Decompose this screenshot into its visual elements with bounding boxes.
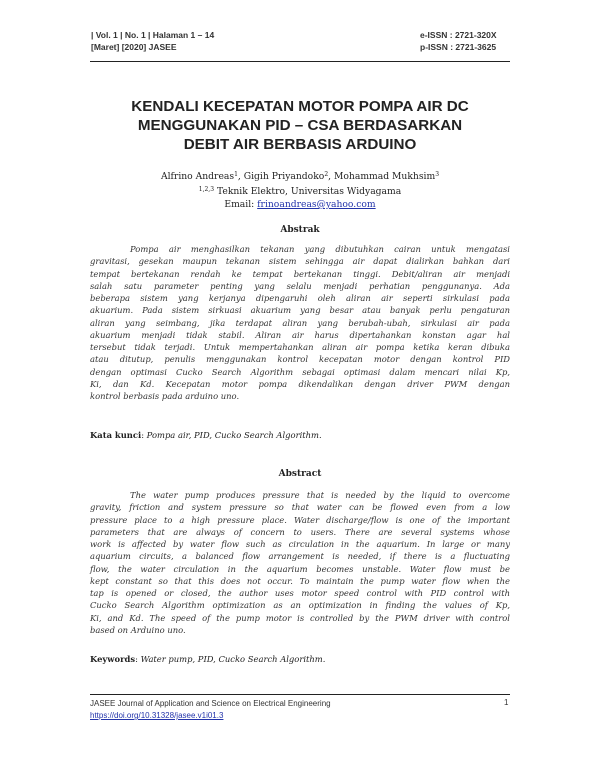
affiliation [60, 183, 540, 198]
author-1: Alfrino Andreas [160, 171, 235, 182]
abstract-heading: Abstract [278, 469, 322, 479]
email-label: Email: [224, 199, 258, 210]
abstract-line: Cucko Search Algorithm optimization as an optimization in finding the values of Kp, [90, 600, 510, 611]
keywords-text: Water pump, PID, Cucko Search Algorithm. [140, 654, 326, 664]
abstrak-line: salah satu parameter penting yang selalu menjadi perhatian penggunanya. Ada [90, 280, 510, 291]
doi-link[interactable]: https://doi.org/10.31328/jasee.v1i01.3 [90, 711, 224, 720]
abstract-line: based on Arduino uno. [90, 624, 186, 635]
abstrak-line: akuarium. Pada sistem sirkuasi akuarium yang besar atau banyak perlu pengaturan [90, 305, 510, 316]
abstrak-line: tersebut tidak terjadi. Untuk mempertahankan aliran air pompa ketika keran dibuka [90, 342, 510, 352]
kata-kunci [90, 430, 510, 440]
keywords [90, 654, 510, 664]
email-line [60, 198, 540, 211]
p-issn: p-ISSN : 2721-3625 [420, 42, 497, 52]
author-2-sup: 2 [324, 171, 329, 178]
keywords-label: Keywords [90, 654, 136, 664]
abstract-line: kept constant so that this does not occur. To maintain the pump water flow when the [90, 575, 510, 586]
affiliation-sup: 1,2,3 [198, 186, 215, 193]
abstrak-line: Ki, dan Kd. Kecepatan motor pompa dikendalikan dengan driver PWM dengan [90, 378, 510, 389]
author-block [60, 168, 540, 211]
header-rule [90, 61, 510, 62]
abstrak-line: atau ditutup, penulis menggunakan kontrol kecepatan motor dengan kontrol PID [90, 354, 510, 365]
issn-info [420, 29, 497, 53]
abstrak-body [90, 243, 510, 402]
abstrak-line: tempat bertekanan rendah ke tempat bertekanan tinggi. Debit/aliran air menjadi [90, 268, 510, 279]
e-issn: e-ISSN : 2721-320X [420, 30, 497, 40]
abstrak-line: kontrol berbasis pada arduino uno. [90, 391, 240, 401]
affiliation-text: Teknik Elektro, Universitas Widyagama [214, 186, 402, 197]
abstrak-line: Pompa air menghasilkan tekanan yang dibutuhkan cairan untuk mengatasi [130, 244, 510, 254]
author-2: , Gigih Priyandoko [237, 171, 325, 182]
paper-title [60, 97, 540, 154]
abstract-line: tap is opened or closed, the author uses motor speed control with PID control with [90, 588, 510, 598]
abstrak-line: beberapa sistem yang kerjanya dipengaruhi oleh aliran air seperti sirkulasi pada [90, 293, 510, 303]
kata-kunci-sep: : [141, 430, 147, 440]
abstrak-line: akuarium menjadi tidak stabil. Aliran air harus dipertahankan konstan agar hal [90, 329, 510, 340]
footer [90, 698, 331, 722]
abstract-line: pressure place to a high pressure place. Water discharge/flow is one of the important [90, 514, 510, 525]
abstrak-line: aliran yang seimbang, jika terdapat aliran yang berubah-ubah, sirkulasi air pada [90, 317, 510, 328]
kata-kunci-label: Kata kunci [90, 430, 142, 440]
title-line-3: DEBIT AIR BERBASIS ARDUINO [183, 136, 417, 153]
abstract-line: aquarium circuits, a balanced flow arrangement is needed, if there is a fluctuating [90, 551, 510, 562]
kata-kunci-text: Pompa air, PID, Cucko Search Algorithm. [146, 430, 322, 440]
abstract-line: The water pump produces pressure that is needed by the liquid to overcome [130, 490, 510, 500]
issue-volume: | Vol. 1 | No. 1 | Halaman 1 – 14 [91, 30, 215, 40]
footer-rule [90, 694, 510, 695]
title-line-1: KENDALI KECEPATAN MOTOR POMPA AIR DC [131, 98, 469, 115]
author-3: , Mohammad Mukhsim [328, 171, 436, 182]
page-number: 1 [504, 698, 509, 707]
abstract-line: work is affected by water flow such as circulation in the aquarium. In large or many [90, 539, 510, 549]
issue-date: [Maret] [2020] JASEE [91, 42, 177, 52]
author-names [60, 168, 540, 183]
journal-issue-info [91, 29, 214, 53]
author-1-sup: 1 [234, 171, 238, 178]
abstrak-line: dengan optimasi Cucko Search Algorithm sebagai optimasi dalam mencari nilai Kp, [90, 366, 510, 377]
author-3-sup: 3 [435, 171, 440, 178]
email-link[interactable]: frinoandreas@yahoo.com [257, 199, 376, 210]
abstrak-line: gravitasi, gesekan maupun tekanan sistem sehingga air dapat dialirkan bahkan dari [90, 256, 510, 267]
abstrak-heading: Abstrak [280, 225, 320, 235]
abstract-line: parameters that are always of concern to users. There are several systems whose [90, 526, 510, 537]
abstract-line: Ki, and Kd. The speed of the pump motor is controlled by the PWM driver with control [90, 612, 510, 623]
title-line-2: MENGGUNAKAN PID – CSA BERDASARKAN [137, 117, 463, 134]
journal-name: JASEE Journal of Application and Science on Electrical Engineering [90, 699, 331, 708]
keywords-sep: : [135, 654, 141, 664]
abstract-line: flow, the water circulation in the aquarium becomes unstable. Water flow must be [90, 563, 510, 574]
abstract-body [90, 489, 510, 636]
abstract-line: gravity, friction and system pressure so that water can be flowed even from a low [90, 502, 510, 513]
